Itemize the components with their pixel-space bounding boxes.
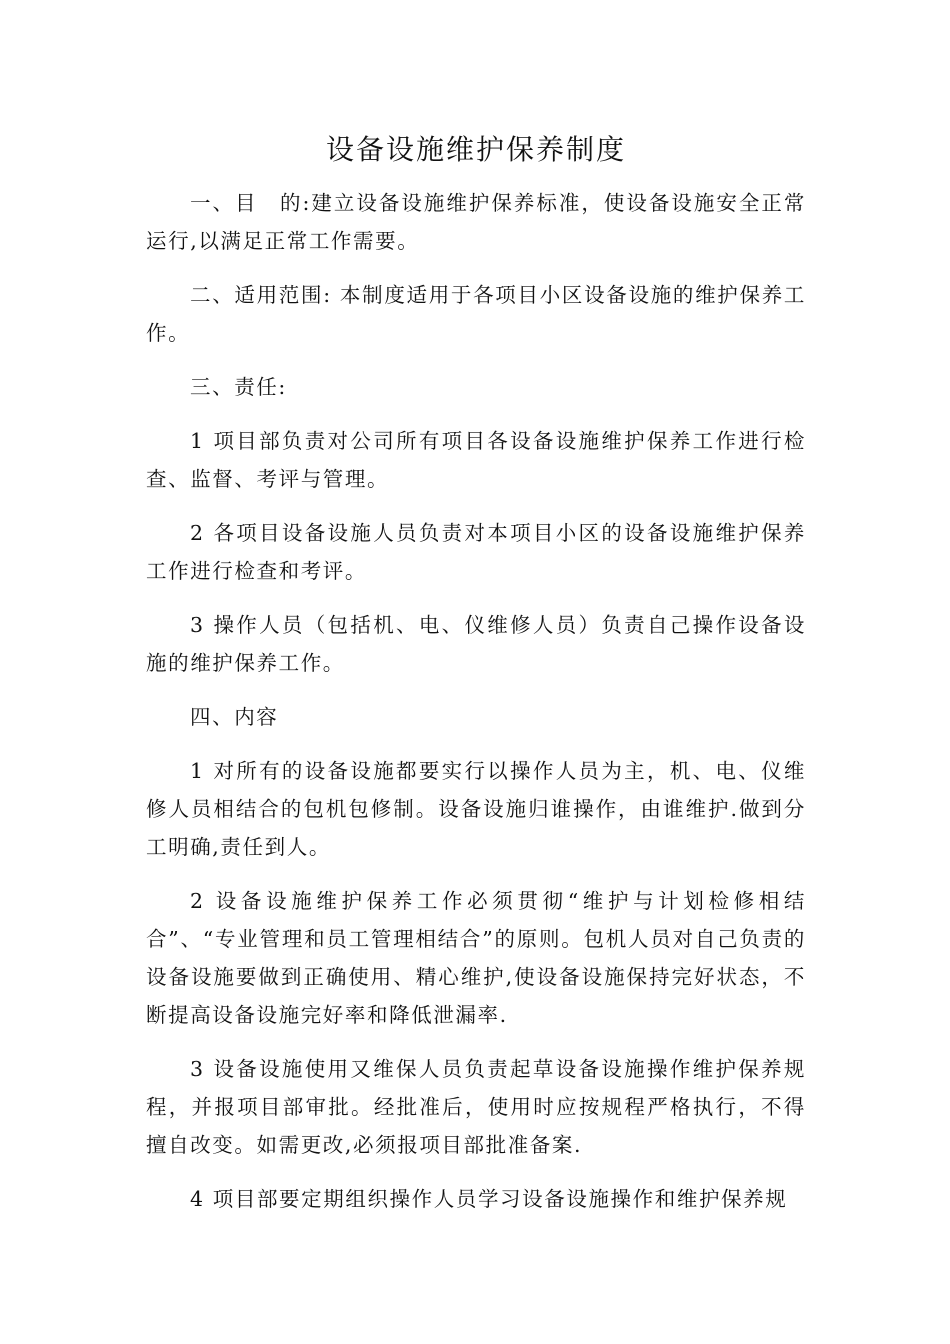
content-item-1: 1 对所有的设备设施都要实行以操作人员为主，机、电、仪维修人员相结合的包机包修制。设备设施归谁操作，由谁维护.做到分工明确,责任到人。: [146, 759, 806, 859]
section-scope: 二、适用范围: 本制度适用于各项目小区设备设施的维护保养工作。: [146, 283, 806, 345]
content-item-4: 4 项目部要定期组织操作人员学习设备设施操作和维护保养规: [190, 1187, 788, 1211]
section-purpose: 一、目 的:建立设备设施维护保养标准，使设备设施安全正常运行,以满足正常工作需要。: [146, 191, 806, 253]
responsibility-item-3: 3 操作人员（包括机、电、仪维修人员）负责自己操作设备设施的维护保养工作。: [146, 613, 806, 675]
content-item-3: 3 设备设施使用又维保人员负责起草设备设施操作维护保养规程，并报项目部审批。经批准后，使用时应按规程严格执行，不得擅自改变。如需更改,必须报项目部批准备案.: [146, 1057, 806, 1157]
content-item-2: 2 设备设施维护保养工作必须贯彻“维护与计划检修相结合”、“专业管理和员工管理相结合”的原则。包机人员对自己负责的设备设施要做到正确使用、精心维护,使设备设施保持完好状态，不断提高设备设施完好率和降低泄漏率.: [146, 889, 806, 1027]
document-title: 设备设施维护保养制度: [325, 133, 626, 166]
document-body: [146, 128, 806, 1218]
responsibility-item-1: 1 项目部负责对公司所有项目各设备设施维护保养工作进行检查、监督、考评与管理。: [146, 429, 806, 491]
section-responsibility-heading: 三、责任:: [190, 375, 287, 399]
section-content-heading: 四、内容: [190, 705, 279, 729]
responsibility-item-2: 2 各项目设备设施人员负责对本项目小区的设备设施维护保养工作进行检查和考评。: [146, 521, 806, 583]
